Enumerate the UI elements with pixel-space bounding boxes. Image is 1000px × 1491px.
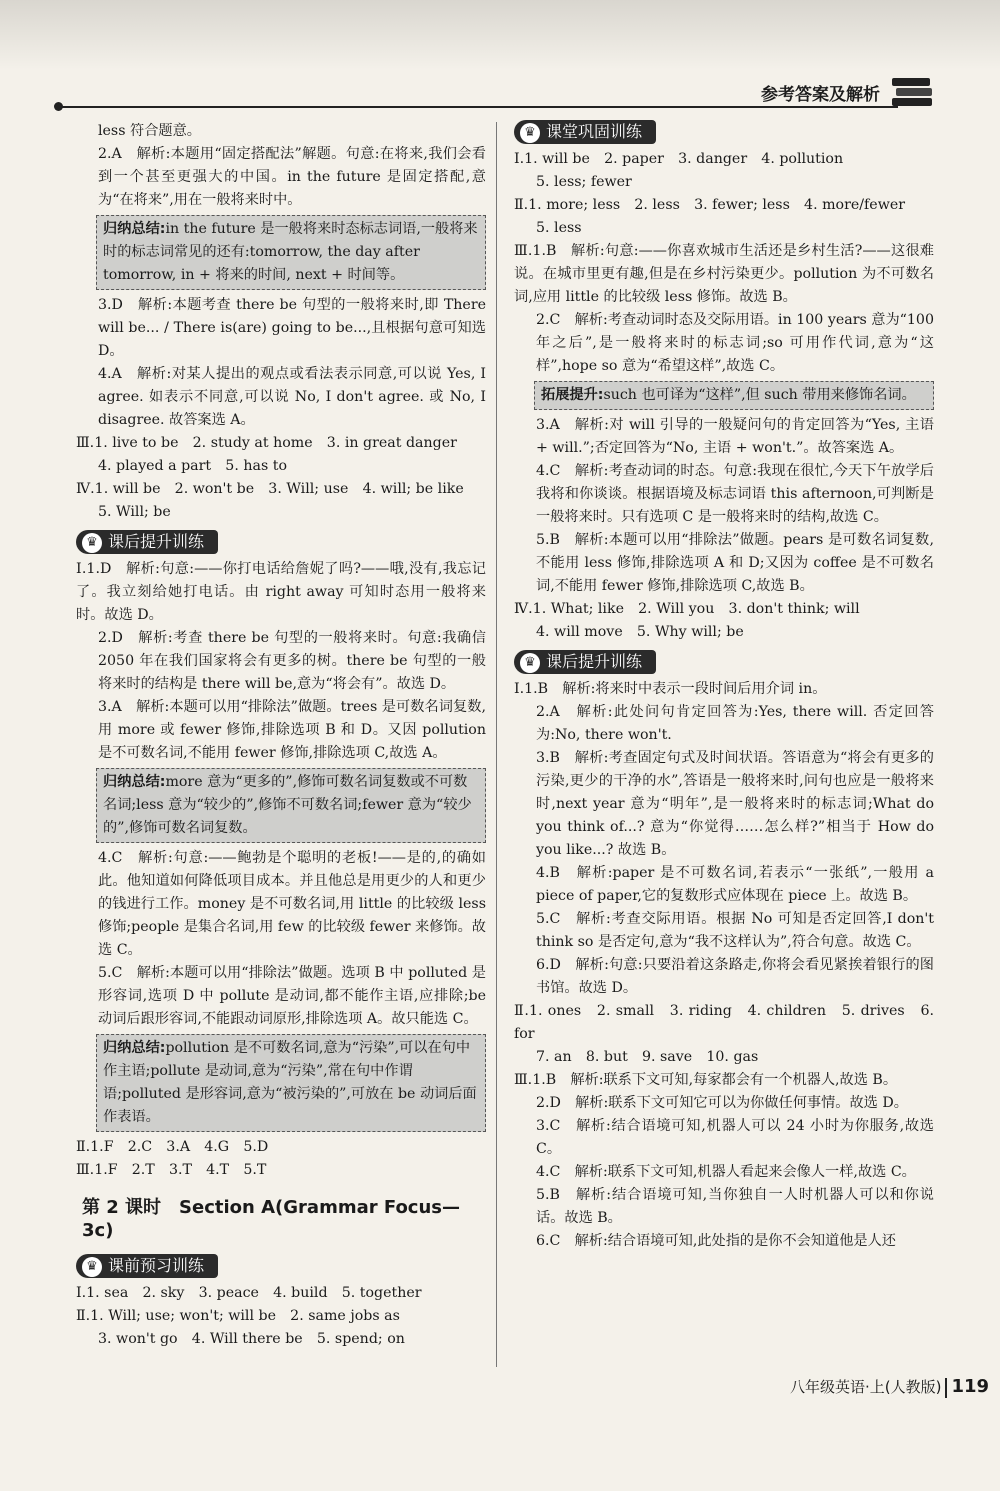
answer-line: 2.C 解析:考查动词时态及交际用语。in 100 years 意为“100 年之后”,是一般将来时的标志词;so 可用作代词,意为“这样”,hope so 意为“希望这样”,故选 C。 — [536, 312, 934, 374]
answer-line: 5. less — [536, 220, 582, 236]
answer-line: 4. will move 5. Why will; be — [536, 624, 744, 640]
crown-icon: ♛ — [520, 123, 540, 143]
answer-line: 2.D 解析:考查 there be 句型的一般将来时。句意:我确信 2050 年在我们国家将会有更多的树。there be 句型的一般将来时的结构是 there will be,意为“将会有”。故选 D。 — [98, 630, 486, 692]
answer-line: 2.A 解析:本题用“固定搭配法”解题。句意:在将来,我们会看到一个甚至更强大的中国。in the future 是固定搭配,意为“在将来”,用在一般将来时中。 — [98, 146, 486, 208]
answer-line: Ⅰ.1. will be 2. paper 3. danger 4. pollution — [514, 151, 844, 167]
answer-line: 4.C 解析:句意:——鲍勃是个聪明的老板!——是的,的确如此。他知道如何降低项目成本。并且他总是用更少的人和更少的钱进行工作。money 是不可数名词,用 little 的比较级 less 修饰;people 是集合名词,用 few 的比较级 fewer 来修饰。故选 C。 — [98, 850, 486, 958]
answer-line: Ⅲ.1.B 解析:句意:——你喜欢城市生活还是乡村生活?——这很难说。在城市里更有趣,但是在乡村污染更少。pollution 为不可数名词,应用 little 的比较级 less 修饰。故选 B。 — [514, 243, 934, 305]
answer-line: 5.C 解析:本题可以用“排除法”做题。选项 B 中 polluted 是形容词,选项 D 中 pollute 是动词,都不能作主语,应排除;be 动词后跟形容词,不能跟动词原形,排除选项 A。故只能选 C。 — [98, 965, 486, 1027]
section-heading-label: 课前预习训练 — [108, 1256, 205, 1275]
page-header — [58, 78, 938, 108]
books-icon — [890, 72, 934, 110]
answer-line: less 符合题意。 — [98, 123, 201, 139]
extension-box — [534, 381, 934, 410]
answer-line: Ⅰ.1.D 解析:句意:——你打电话给詹妮了吗?——哦,没有,我忘记了。我立刻给她打电话。由 right away 可知时态用一般将来时。故选 D。 — [76, 561, 486, 623]
footer-separator — [945, 1378, 947, 1398]
section-heading-label: 课后提升训练 — [546, 652, 643, 671]
answer-line: Ⅳ.1. will be 2. won't be 3. Will; use 4. will; be like — [76, 481, 464, 497]
answer-line: 7. an 8. but 9. save 10. gas — [536, 1049, 759, 1065]
summary-text: in the future 是一般将来时态标志词语,一般将来时的标志词常见的还有:tomorrow, the day after tomorrow, in + 将来的时间, next + 时间等。 — [103, 221, 478, 283]
answer-line: Ⅱ.1. more; less 2. less 3. fewer; less 4. more/fewer — [514, 197, 906, 213]
answer-line: 3.D 解析:本题考查 there be 句型的一般将来时,即 There will be... / There is(are) going to be...,且根据句意可知选 D。 — [98, 297, 486, 359]
answer-line: 5. less; fewer — [536, 174, 632, 190]
column-divider — [496, 122, 497, 1367]
summary-label: 归纳总结: — [103, 221, 166, 237]
crown-icon: ♛ — [82, 533, 102, 553]
answer-line: Ⅰ.1. sea 2. sky 3. peace 4. build 5. together — [76, 1285, 422, 1301]
answer-line: 3.B 解析:考查固定句式及时间状语。答语意为“将会有更多的污染,更少的干净的水”,答语是一般将来时,问句也应是一般将来时,next year 意为“明年”,是一般将来时的标志词;What do you think of...? 意为“你觉得……怎么样?”相当于 How do you like...? 故选 B。 — [536, 750, 934, 858]
answer-line: 4.B 解析:paper 是不可数名词,若表示“一张纸”,一般用 a piece of paper,它的复数形式应体现在 piece 上。故选 B。 — [536, 865, 934, 904]
header-dot — [54, 102, 63, 111]
answer-line: Ⅳ.1. What; like 2. Will you 3. don't think; will — [514, 601, 860, 617]
section-heading — [514, 650, 656, 674]
answer-line: 5.C 解析:考查交际用语。根据 No 可知是否定回答,I don't think so 是否定句,意为“我不这样认为”,符合句意。故选 C。 — [536, 911, 934, 950]
book-title: 八年级英语·上(人教版) — [790, 1378, 942, 1396]
answer-line: Ⅲ.1. live to be 2. study at home 3. in great danger — [76, 435, 457, 451]
header-title: 参考答案及解析 — [761, 85, 880, 105]
extension-text: such 也可译为“这样”,但 such 带用来修饰名词。 — [603, 387, 916, 403]
summary-box — [96, 1034, 486, 1132]
answer-line: 3.C 解析:结合语境可知,机器人可以 24 小时为你服务,故选 C。 — [536, 1118, 934, 1157]
left-column — [76, 120, 486, 1351]
summary-box — [96, 215, 486, 290]
answer-line: 6.D 解析:句意:只要沿着这条路走,你将会看见紧挨着银行的图书馆。故选 D。 — [536, 957, 934, 996]
summary-text: more 意为“更多的”,修饰可数名词复数或不可数名词;less 意为“较少的”,修饰不可数名词;fewer 意为“较少的”,修饰可数名词复数。 — [103, 774, 472, 836]
scan-top-shadow — [0, 0, 1000, 70]
answer-line: Ⅱ.1. Will; use; won't; will be 2. same jobs as — [76, 1308, 400, 1324]
answer-line: 3. won't go 4. Will there be 5. spend; on — [98, 1331, 405, 1347]
answer-line: Ⅱ.1.F 2.C 3.A 4.G 5.D — [76, 1139, 269, 1155]
page-footer — [790, 1376, 989, 1398]
crown-icon: ♛ — [520, 653, 540, 673]
crown-icon: ♛ — [82, 1257, 102, 1277]
summary-box — [96, 768, 486, 843]
answer-line: Ⅰ.1.B 解析:将来时中表示一段时间后用介词 in。 — [514, 681, 827, 697]
answer-line: Ⅲ.1.F 2.T 3.T 4.T 5.T — [76, 1162, 267, 1178]
answer-line: 3.A 解析:对 will 引导的一般疑问句的肯定回答为“Yes, 主语 + will.”;否定回答为“No, 主语 + won't.”。故答案选 A。 — [536, 417, 934, 456]
answer-line: Ⅱ.1. ones 2. small 3. riding 4. children 5. drives 6. for — [514, 1003, 934, 1042]
answer-line: Ⅲ.1.B 解析:联系下文可知,每家都会有一个机器人,故选 B。 — [514, 1072, 898, 1088]
answer-line: 5.B 解析:结合语境可知,当你独自一人时机器人可以和你说话。故选 B。 — [536, 1187, 934, 1226]
section-heading — [76, 530, 218, 554]
answer-line: 4.C 解析:联系下文可知,机器人看起来会像人一样,故选 C。 — [536, 1164, 916, 1180]
answer-line: 2.A 解析:此处问句肯定回答为:Yes, there will. 否定回答为:No, there won't. — [536, 704, 934, 743]
lesson-title: 第 2 课时 Section A(Grammar Focus—3c) — [82, 1197, 461, 1241]
answer-line: 4.A 解析:对某人提出的观点或看法表示同意,可以说 Yes, I agree. 如表示不同意,可以说 No, I don't agree. 或 No, I disagree. 故答案选 A。 — [98, 366, 486, 428]
summary-label: 归纳总结: — [103, 1040, 166, 1056]
header-rule — [58, 106, 898, 108]
answer-line: 6.C 解析:结合语境可知,此处指的是你不会知道他是人还 — [536, 1233, 896, 1249]
summary-label: 归纳总结: — [103, 774, 166, 790]
answer-line: 4. played a part 5. has to — [98, 458, 287, 474]
answer-line: 2.D 解析:联系下文可知它可以为你做任何事情。故选 D。 — [536, 1095, 908, 1111]
section-heading-label: 课后提升训练 — [108, 532, 205, 551]
answer-line: 4.C 解析:考查动词的时态。句意:我现在很忙,今天下午放学后我将和你谈谈。根据语境及标志词语 this afternoon,可判断是一般将来时。只有选项 C 是一般将来时的结构,故选 C。 — [536, 463, 934, 525]
section-heading-label: 课堂巩固训练 — [546, 122, 643, 141]
right-column — [514, 120, 934, 1253]
summary-text: pollution 是不可数名词,意为“污染”,可以在句中作主语;pollute 是动词,意为“污染”,常在句中作谓语;polluted 是形容词,意为“被污染的”,可放在 be 动词后面作表语。 — [103, 1040, 477, 1125]
section-heading — [76, 1254, 218, 1278]
page-number: 119 — [951, 1376, 990, 1397]
extension-label: 拓展提升: — [541, 387, 604, 403]
answer-line: 5. Will; be — [98, 504, 171, 520]
answer-line: 5.B 解析:本题可以用“排除法”做题。pears 是可数名词复数,不能用 less 修饰,排除选项 A 和 D;又因为 coffee 是不可数名词,不能用 fewer 修饰,排除选项 C,故选 B。 — [536, 532, 934, 594]
answer-line: 3.A 解析:本题可以用“排除法”做题。trees 是可数名词复数,用 more 或 fewer 修饰,排除选项 B 和 D。又因 pollution 是不可数名词,不能用 fewer 修饰,排除选项 C,故选 A。 — [98, 699, 486, 761]
section-heading — [514, 120, 656, 144]
